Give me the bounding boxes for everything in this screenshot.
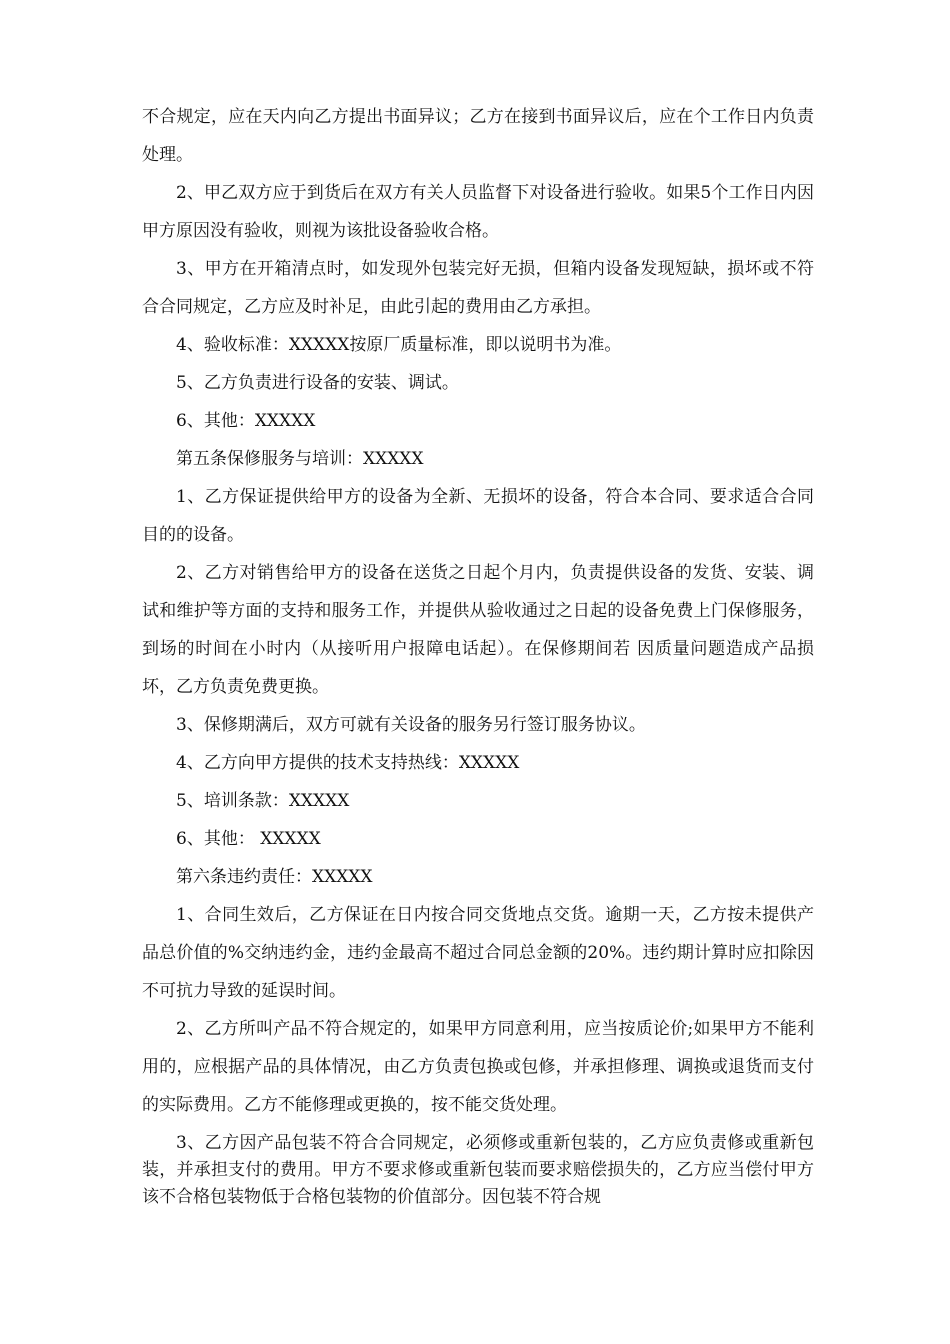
paragraph-1: 不合规定，应在天内向乙方提出书面异议；乙方在接到书面异议后，应在个工作日内负责处理。	[142, 107, 814, 165]
paragraph-11: 4、乙方向甲方提供的技术支持热线：XXXXX	[176, 753, 520, 773]
section-heading-5: 第五条保修服务与培训：XXXXX	[176, 449, 424, 469]
paragraph-12: 5、培训条款：XXXXX	[176, 791, 350, 811]
paragraph-16: 2、乙方所叫产品不符合规定的，如果甲方同意利用，应当按质论价;如果甲方不能利用的，应根据产品的具体情况，由乙方负责包换或包修，并承担修理、调换或退货而支付的实际费用。乙方不能修理或更换的，按不能交货处理。	[142, 1019, 814, 1115]
paragraph-10: 3、保修期满后，双方可就有关设备的服务另行签订服务协议。	[176, 715, 646, 735]
paragraph-15: 1、合同生效后，乙方保证在日内按合同交货地点交货。逾期一天，乙方按未提供产品总价值的%交纳违约金，违约金最高不超过合同总金额的20%。违约期计算时应扣除因不可抗力导致的延误时间。	[142, 905, 814, 1001]
paragraph-9: 2、乙方对销售给甲方的设备在送货之日起个月内，负责提供设备的发货、安装、调试和维护等方面的支持和服务工作，并提供从验收通过之日起的设备免费上门保修服务，到场的时间在小时内（从接听用户报障电话起）。在保修期间若 因质量问题造成产品损坏，乙方负责免费更换。	[142, 563, 814, 697]
section-heading-6: 第六条违约责任：XXXXX	[176, 867, 373, 887]
paragraph-5: 5、乙方负责进行设备的安装、调试。	[176, 373, 459, 393]
document-body	[142, 98, 814, 1211]
paragraph-2: 2、甲乙双方应于到货后在双方有关人员监督下对设备进行验收。如果5个工作日内因甲方原因没有验收，则视为该批设备验收合格。	[142, 183, 814, 241]
paragraph-8: 1、乙方保证提供给甲方的设备为全新、无损坏的设备，符合本合同、要求适合合同目的的设备。	[142, 487, 814, 545]
paragraph-6: 6、其他：XXXXX	[176, 411, 316, 431]
paragraph-13: 6、其他： XXXXX	[176, 829, 321, 849]
paragraph-4: 4、验收标准：XXXXX按原厂质量标准，即以说明书为准。	[176, 335, 622, 355]
paragraph-3: 3、甲方在开箱清点时，如发现外包装完好无损，但箱内设备发现短缺，损坏或不符合合同规定，乙方应及时补足，由此引起的费用由乙方承担。	[142, 259, 814, 317]
paragraph-17: 3、乙方因产品包装不符合合同规定，必须修或重新包装的，乙方应负责修或重新包装，并承担支付的费用。甲方不要求修或重新包装而要求赔偿损失的，乙方应当偿付甲方该不合格包装物低于合格包装物的价值部分。因包装不符合规	[142, 1133, 814, 1207]
